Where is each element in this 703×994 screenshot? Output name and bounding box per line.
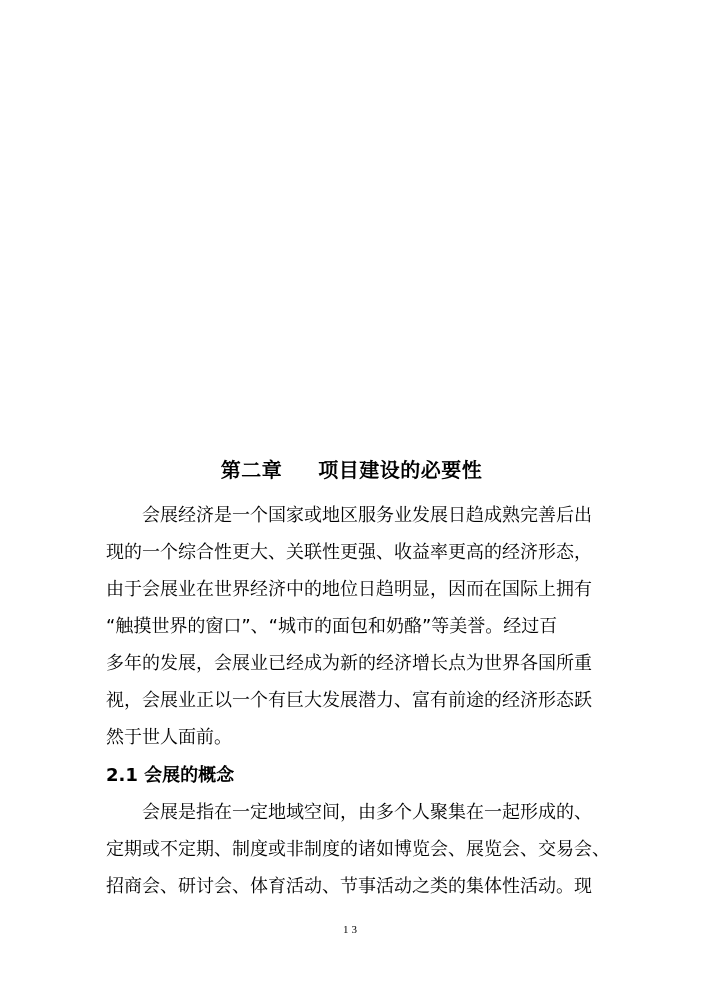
paragraph-line: 视，会展业正以一个有巨大发展潜力、富有前途的经济形态跃 xyxy=(106,690,592,711)
paragraph-line: 定期或不定期、制度或非制度的诸如博览会、展览会、交易会、 xyxy=(106,839,610,860)
paragraph-line: 招商会、研讨会、体育活动、节事活动之类的集体性活动。现 xyxy=(106,876,592,897)
chapter-number: 第二章 xyxy=(220,458,283,482)
paragraph-line: 多年的发展，会展业已经成为新的经济增长点为世界各国所重 xyxy=(106,653,592,674)
paragraph-line: 会展是指在一定地域空间，由多个人聚集在一起形成的、 xyxy=(142,802,592,823)
paragraph-line: 然于世人面前。 xyxy=(106,727,232,748)
chapter-title xyxy=(0,454,703,483)
paragraph-line: 现的一个综合性更大、关联性更强、收益率更高的经济形态， xyxy=(106,542,592,563)
paragraph-line: 会展经济是一个国家或地区服务业发展日趋成熟完善后出 xyxy=(142,505,592,526)
paragraph-line: 由于会展业在世界经济中的地位日趋明显，因而在国际上拥有 xyxy=(106,579,592,600)
paragraph-line: “触摸世界的窗口”、“城市的面包和奶酪”等美誉。经过百 xyxy=(106,616,558,637)
page-number: 13 xyxy=(343,924,360,936)
chapter-title-text: 项目建设的必要性 xyxy=(318,458,483,482)
section-heading: 2.1 会展的概念 xyxy=(106,765,235,786)
